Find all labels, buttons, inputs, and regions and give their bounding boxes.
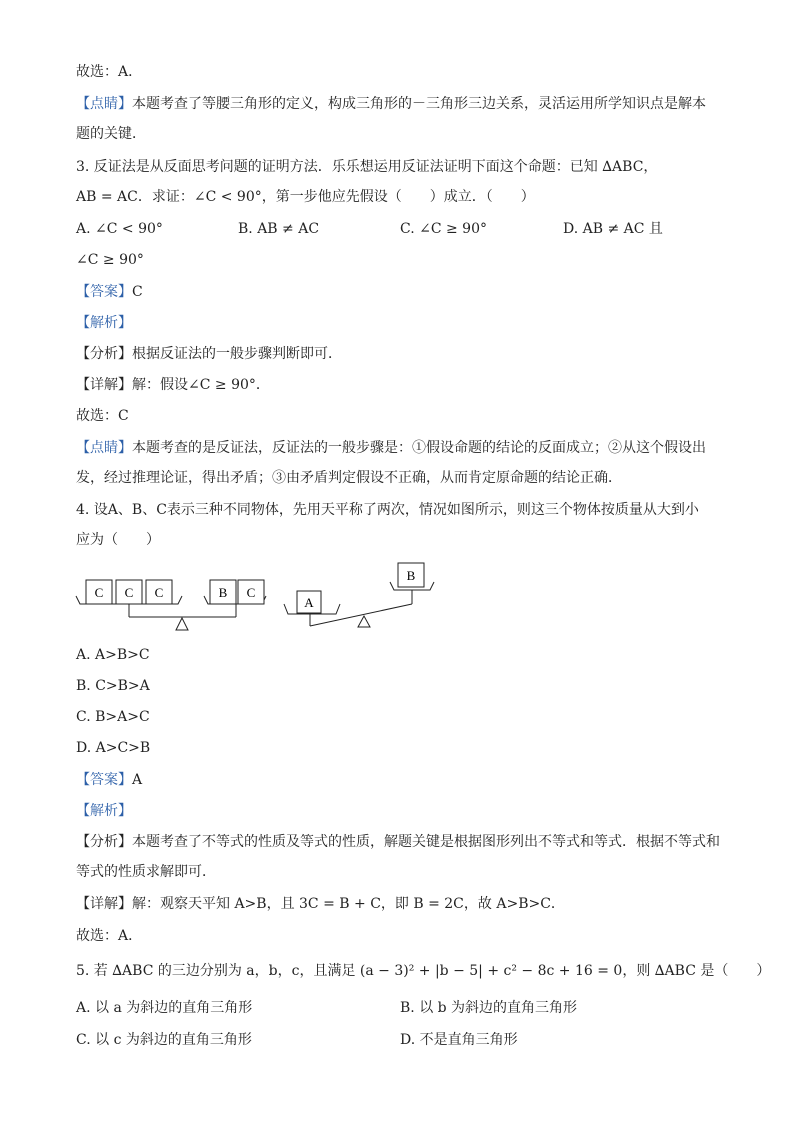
q3-analysis xyxy=(76,344,342,364)
jiexi-tag: 【解析】 xyxy=(76,803,132,819)
analysis-tag: 【分析】 xyxy=(76,346,132,362)
q3-jiexi xyxy=(76,313,132,333)
detail-text: 解：假设∠C ≥ 90°． xyxy=(132,377,270,393)
q3-dianjing-cont: 发，经过推理论证，得出矛盾；③由矛盾判定假设不正确，从而肯定原命题的结论正确． xyxy=(76,470,622,486)
answer-tag: 【答案】 xyxy=(76,772,132,788)
q3-option-b: B. AB ≠ AC xyxy=(238,221,320,237)
dianjing-text: 本题考查的是反证法，反证法的一般步骤是：①假设命题的结论的反面成立；②从这个假设出 xyxy=(132,440,706,456)
balance-figure xyxy=(74,560,444,632)
q4-analysis-cont: 等式的性质求解即可． xyxy=(76,864,216,880)
q5-option-b: B. 以 b 为斜边的直角三角形 xyxy=(400,1000,578,1016)
dianjing-line xyxy=(76,94,706,114)
q4-option-a: A. A>B>C xyxy=(76,647,150,663)
answer-value: C xyxy=(132,284,143,300)
q3-option-a: A. ∠C < 90° xyxy=(76,221,163,237)
q4-detail xyxy=(76,894,565,914)
answer-value: A xyxy=(132,772,143,788)
dianjing-text: 本题考查了等腰三角形的定义，构成三角形的－三角形三边关系，灵活运用所学知识点是解本 xyxy=(132,96,706,112)
q4-choice: 故选：A． xyxy=(76,928,143,944)
question-3-stem: 3. 反证法是从反面思考问题的证明方法．乐乐想运用反证法证明下面这个命题：已知 ∆ABC， xyxy=(76,159,658,175)
q4-option-c: C. B>A>C xyxy=(76,709,150,725)
dianjing-tag: 【点睛】 xyxy=(76,96,132,112)
q5-option-a: A. 以 a 为斜边的直角三角形 xyxy=(76,1000,253,1016)
q3-option-d: D. AB ≠ AC 且 xyxy=(563,221,663,237)
jiexi-tag: 【解析】 xyxy=(76,315,132,331)
q4-jiexi xyxy=(76,801,132,821)
q5-option-c: C. 以 c 为斜边的直角三角形 xyxy=(76,1032,252,1048)
analysis-text: 根据反证法的一般步骤判断即可． xyxy=(132,346,342,362)
q3-option-c: C. ∠C ≥ 90° xyxy=(400,221,488,237)
q3-dianjing xyxy=(76,438,706,458)
box-label: C xyxy=(94,585,104,600)
box-label: C xyxy=(124,585,134,600)
text-line: 故选：A． xyxy=(76,64,143,80)
box-label: B xyxy=(218,585,228,600)
detail-tag: 【详解】 xyxy=(76,377,132,393)
q3-detail xyxy=(76,375,270,395)
question-3-stem-cont: AB = AC．求证：∠C < 90°，第一步他应先假设（ ）成立．（ ） xyxy=(76,189,535,205)
balance-2 xyxy=(284,563,434,627)
q4-option-d: D. A>C>B xyxy=(76,740,151,756)
detail-tag: 【详解】 xyxy=(76,896,132,912)
q4-analysis xyxy=(76,832,720,852)
box-label: C xyxy=(246,585,256,600)
q3-choice: 故选：C xyxy=(76,408,129,424)
question-4-stem-cont: 应为（ ） xyxy=(76,532,160,548)
box-label: B xyxy=(406,568,416,583)
q4-answer xyxy=(76,770,142,790)
balance-1 xyxy=(76,580,266,630)
question-5-stem: 5. 若 ∆ABC 的三边分别为 a，b，c，且满足 (a − 3)² + |b − 5| + c² − 8c + 16 = 0，则 ∆ABC 是（ ） xyxy=(76,963,771,979)
box-label: A xyxy=(304,595,314,610)
q3-option-d-cont: ∠C ≥ 90° xyxy=(76,252,144,268)
q5-option-d: D. 不是直角三角形 xyxy=(400,1032,518,1048)
text-line: 题的关键． xyxy=(76,126,146,142)
answer-tag: 【答案】 xyxy=(76,284,132,300)
analysis-text: 本题考查了不等式的性质及等式的性质，解题关键是根据图形列出不等式和等式．根据不等式和 xyxy=(132,834,720,850)
detail-text: 解：观察天平知 A>B，且 3C = B + C，即 B = 2C，故 A>B>C． xyxy=(132,896,565,912)
question-4-stem: 4. 设A、B、C表示三种不同物体，先用天平称了两次，情况如图所示，则这三个物体按质量从大到小 xyxy=(76,502,699,518)
box-label: C xyxy=(154,585,164,600)
q4-option-b: B. C>B>A xyxy=(76,678,150,694)
analysis-tag: 【分析】 xyxy=(76,834,132,850)
q3-answer xyxy=(76,282,143,302)
dianjing-tag: 【点睛】 xyxy=(76,440,132,456)
